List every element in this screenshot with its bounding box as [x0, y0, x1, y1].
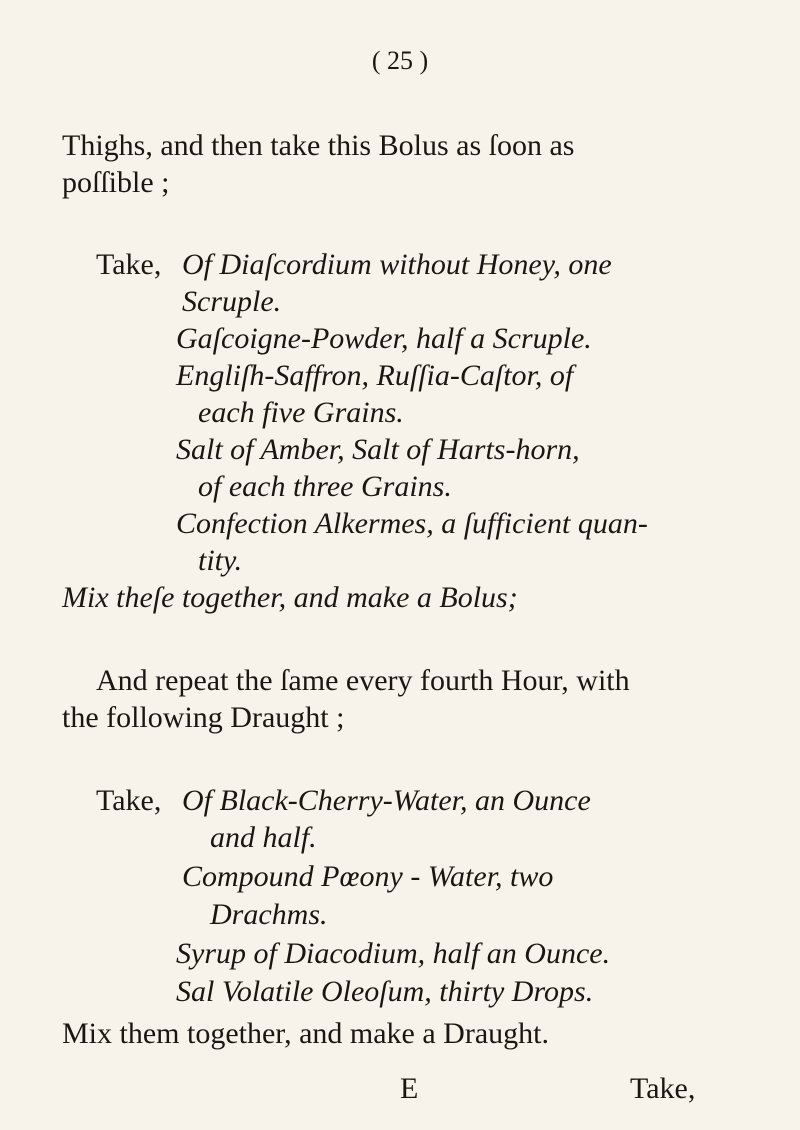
recipe-line: Syrup of Diacodium, half an Ounce. [176, 937, 611, 970]
recipe-line: Salt of Amber, Salt of Harts-horn, [176, 433, 580, 466]
recipe-line: Of Diaſcordium without Honey, one [182, 248, 612, 281]
text-line: Thighs, and then take this Bolus as ſoon as [62, 129, 575, 162]
signature-mark: E [400, 1072, 419, 1105]
recipe-take-label: Take, [96, 784, 162, 817]
text-line: the following Draught ; [62, 701, 345, 734]
text-line: Mix them together, and make a Draught. [62, 1017, 549, 1050]
recipe-line: Sal Volatile Oleoſum, thirty Drops. [176, 975, 594, 1008]
catchword: Take, [630, 1072, 696, 1105]
recipe-line: tity. [198, 544, 243, 577]
recipe-line: Confection Alkermes, a ſufficient quan- [176, 507, 648, 540]
recipe-line: each five Grains. [198, 396, 404, 429]
recipe-line: of each three Grains. [198, 470, 452, 503]
text-line: And repeat the ſame every fourth Hour, with [96, 664, 630, 697]
recipe-line: Scruple. [182, 285, 282, 318]
page-number: ( 25 ) [371, 46, 429, 75]
recipe-line: Gaſcoigne-Powder, half a Scruple. [176, 322, 592, 355]
recipe-instruction: Mix theſe together, and make a Bolus; [62, 581, 518, 614]
text-line: poſſible ; [62, 166, 170, 199]
recipe-line: Drachms. [210, 898, 328, 931]
recipe-line: Of Black-Cherry-Water, an Ounce [182, 784, 591, 817]
recipe-line: and half. [210, 821, 317, 854]
recipe-line: Compound Pœony - Water, two [182, 860, 554, 893]
recipe-line: Engliſh-Saffron, Ruſſia-Caſtor, of [176, 359, 574, 392]
recipe-take-label: Take, [96, 248, 162, 281]
